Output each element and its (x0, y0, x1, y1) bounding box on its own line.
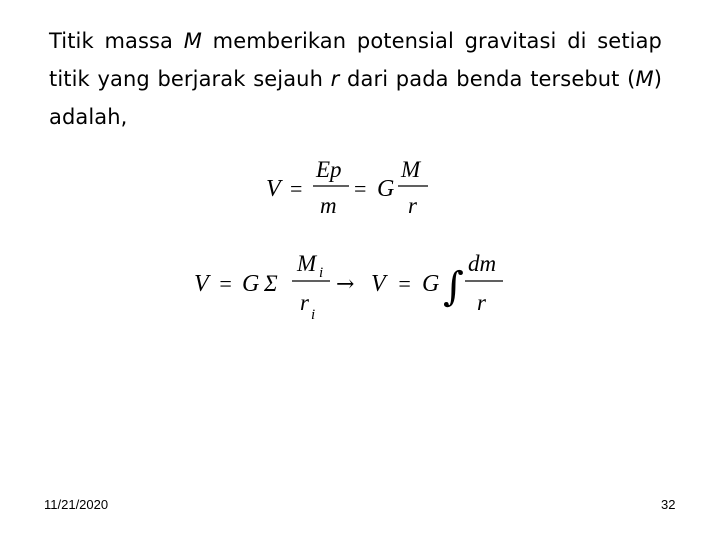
footer-date: 11/21/2020 (44, 497, 109, 512)
eq2-V2: V (371, 271, 386, 297)
intro-text-3: dari pada benda tersebut ( (339, 67, 636, 91)
eq1-num-Ep: Ep (316, 157, 342, 182)
intro-text-2: memberikan potensial gravitasi di setiap titik yang berjarak sejauh (49, 29, 662, 91)
page-number: 32 (661, 497, 676, 512)
intro-text-4: ) adalah, (49, 67, 662, 129)
eq1-V: V (266, 176, 281, 202)
eq2-G: G (242, 271, 260, 297)
eq1-equals-b: = (354, 176, 367, 201)
eq2-num-dm: dm (468, 251, 497, 276)
intro-text-1: Titik massa (49, 29, 184, 53)
eq2-equals-a: = (218, 271, 233, 296)
intro-var-M2: M (635, 67, 654, 91)
eq1-num-M: M (401, 157, 421, 182)
eq2-den-r2: r (477, 290, 486, 315)
eq2-sigma: Σ (264, 271, 278, 296)
eq2-G2: G (422, 271, 440, 297)
eq2-den-sub-i: i (311, 307, 316, 323)
eq2-den-r: r (300, 290, 309, 315)
eq1-equals-a: = (290, 176, 303, 201)
eq2-equals-b: = (397, 271, 412, 296)
eq1-den-r: r (408, 193, 417, 218)
eq2-arrow: → (336, 272, 355, 297)
intro-var-r: r (330, 67, 340, 91)
eq2-V: V (194, 271, 209, 297)
eq2-num-M: M (297, 251, 317, 276)
eq2-num-sub-i: i (319, 265, 324, 281)
eq2-integral: ∫ (443, 264, 464, 310)
intro-var-M: M (183, 29, 202, 53)
eq1-G: G (377, 176, 395, 202)
eq1-den-m: m (320, 193, 337, 218)
